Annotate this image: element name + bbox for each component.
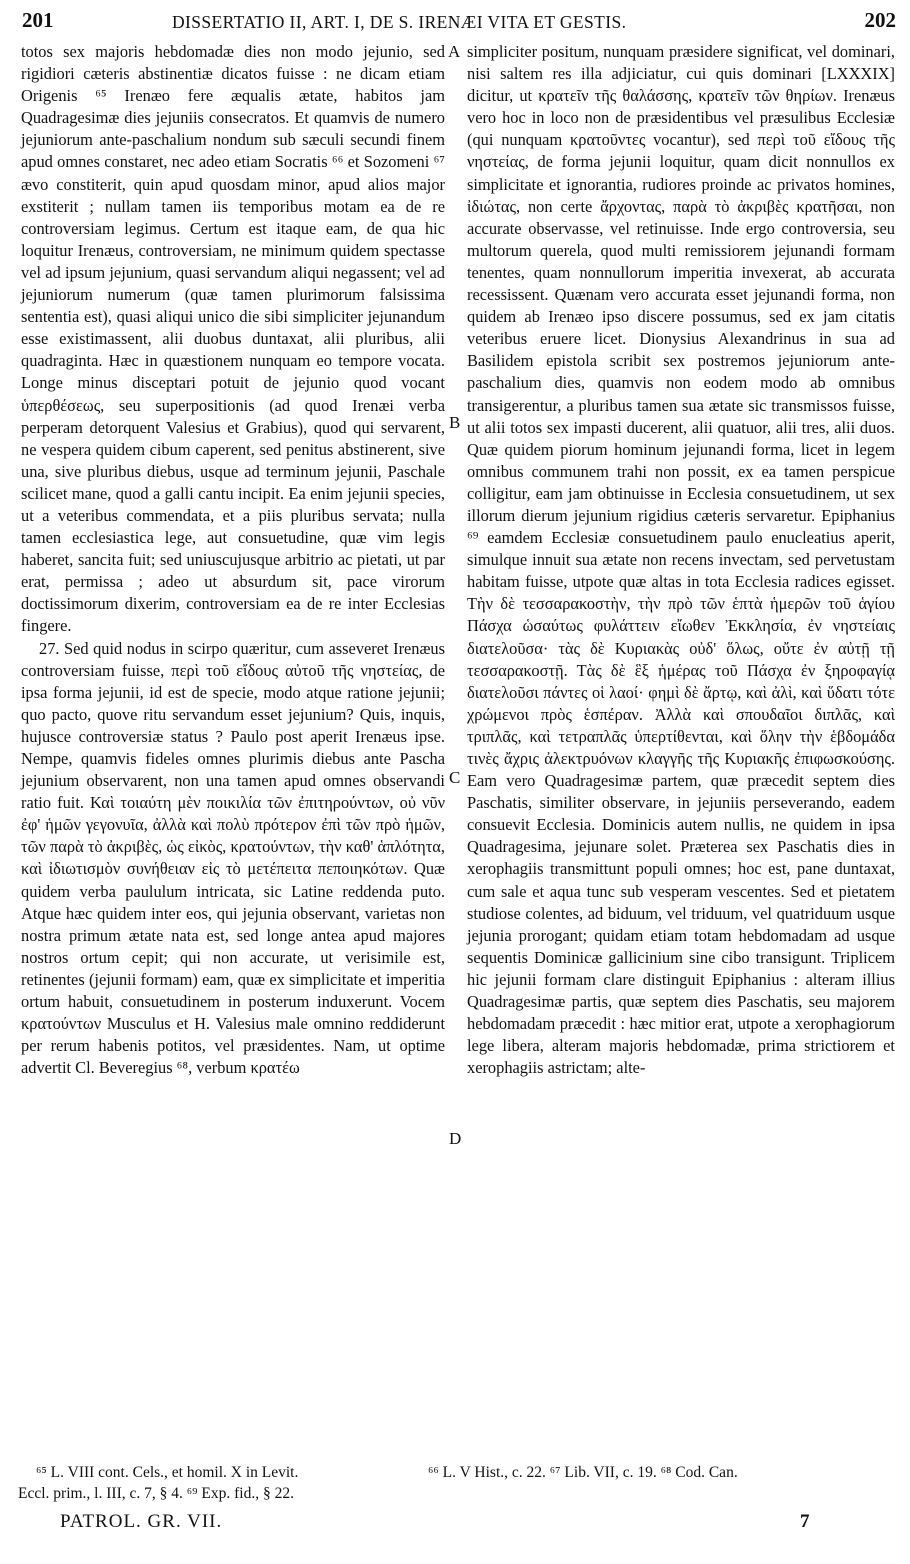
running-title: DISSERTATIO II, ART. I, DE S. IRENÆI VITA ET GESTIS. [172,12,627,32]
margin-marker-b: B [449,413,461,432]
right-column [467,41,895,1079]
left-page-number: 201 [22,8,54,32]
page-header [22,8,896,38]
margin-marker-d: D [449,1129,462,1148]
footnote-left-line-2: Eccl. prim., l. III, c. 7, § 4. ⁶⁹ Exp. fid., § 22. [18,1485,294,1502]
margin-marker-a: A [448,42,461,61]
left-paragraph-2: 27. Sed quid nodus in scirpo quæritur, cum asseveret Irenæus controversiam fuisse, περὶ τοῦ εἴδους αὐτοῦ τῆς νηστείας, de ipsa forma jejunii, id est de specie, modo atque ratione jejunii; quo pacto, quove ritu servandum esset jejunium? Quis, inquis, hujusce controversiæ status ? Paulo post aperit Irenæus ipse. Nempe, quamvis fideles omnes plurimis diebus ante Pascha jejunium observarent, non una tamen apud omnes observandi ratio fuit. Καὶ τοιαύτη μὲν ποικιλία τῶν ἐπιτηρούντων, οὐ νῦν ἐφ' ἡμῶν γεγονυῖα, ἀλλὰ καὶ πολὺ πρότερον ἐπὶ τῶν πρὸ ἡμῶν, τῶν παρὰ τὸ ἀκριβὲς, ὡς εἰκὸς, κρατούντων, τὴν καθ' ἁπλότητα, καὶ ἰδιωτισμὸν συνήθειαν εἰς τὸ μετέπειτα πεποιηκότων. Quæ quidem verba paululum intricata, sic Latine reddenda puto. Atque hæc quidem inter eos, qui jejunia observant, varietas non nostra primum ætate nata est, sed longe antea apud majores nostros ortum cepit; qui non accurate, ut verisimile est, retinentes (jejunii formam) eam, quæ ex simplicitate et imperitia ortum habuit, consuetudinem in posterum induxerunt. Vocem κρατούντων Musculus et H. Valesius male omnino reddiderunt per rerum habenis potitos, vel præsidentes. Nam, ut optime advertit Cl. Beveregius ⁶⁸, verbum κρατέω [21,638,445,1078]
right-page-number: 202 [864,8,896,32]
left-column [21,41,445,1079]
footnote-left-line-1: ⁶⁵ L. VIII cont. Cels., et homil. X in Levit. [36,1464,299,1481]
footnote-right-line-1: ⁶⁶ L. V Hist., c. 22. ⁶⁷ Lib. VII, c. 19. ⁶⁸ Cod. Can. [428,1464,738,1481]
left-paragraph-1: totos sex majoris hebdomadæ dies non modo jejunio, sed rigidiori cæteris abstinentiæ dicatos fuisse : ne dicam etiam Origenis ⁶⁵ Irenæo fere æqualis ætate, habitos jam Quadragesimæ dies jejuniis consecratos. Et quamvis de numero jejuniorum ante-paschalium nondum sub sæculi secundi finem apud omnes constaret, nec adeo etiam Socratis ⁶⁶ et Sozomeni ⁶⁷ ævo constiterit, quin apud quosdam minor, apud alios major exstiterit ; nullam tamen iis temporibus motam ea de re controversiam legimus. Certum est itaque eam, de qua hic loquitur Irenæus, controversiam, ne minimum quidem spectasse vel ad ipsum jejunium, quasi servandum aliqui negassent; vel ad jejuniorum numerum (quæ tamen plurimorum falsissima sententia est), quasi aliqui unico die sibi simpliciter jejunandum esse existimassent, alii duobus duntaxat, alii pluribus, alii quadraginta. Hæc in quæstionem nunquam eo tempore vocata. Longe minus disceptari potuit de jejunio quod vocant ὑπερθέσεως, seu superpositionis (ad quod Irenæi verba perperam detorquent Valesius et Grabius), quod qui servarent, ne vespera quidem cibum caperent, sed penitus abstinerent, sive una, sive pluribus diebus, usque ad terminum jejunii, Paschale scilicet mane, quod a galli cantu incipit. Ea enim jejunii species, ut a veteribus commendata, et a piis pluribus servata; nulla tamen ecclesiastica lege, aut consuetudine, quæ vim legis haberet, sancita fuit; sed uniuscujusque arbitrio ac pietati, ut par erat, permissa ; adeo ut absurdum sit, pace virorum doctissimorum dixerim, controversiam ea de re inter Ecclesias fingere. [21,42,445,636]
signature-mark: PATROL. GR. VII. [60,1511,223,1532]
signature-number: 7 [800,1511,810,1532]
margin-marker-c: C [449,768,461,787]
right-paragraph-1: simpliciter positum, nunquam præsidere significat, vel dominari, nisi saltem res illa adjiciatur, cui quis dominari [LXXXIX] dicitur, ut κρατεῖν τῆς θαλάσσης, κρατεῖν τῶν θηρίων. Irenæus vero hoc in loco non de præsidentibus vel præsulibus Ecclesiæ (qui nunquam κρατοῦντες vocantur), sed περὶ τοῦ εἴδους τῆς νηστείας, de forma jejunii loquitur, quam dicit nonnullos ex simplicitate et ignorantia, rudiores proinde ac privatos homines, ἰδιώτας, non certe ἄρχοντας, παρὰ τὸ ἀκριβὲς κρατῆσαι, non accurate observasse, vel retinuisse. Inde ergo controversia, seu multorum querela, quod multi remissiorem jejunandi formam tenentes, quam nonnullorum imperitia invexerat, ab accurata recessissent. Quænam vero accurata esset jejunandi forma, non quidem ab Irenæo ipso discere possumus, sed ex jam citatis veteribus eruere licet. Dionysius Alexandrinus in sua ad Basilidem epistola scribit sex postremos jejuniorum ante-paschalium dies, quamvis non eodem modo ab omnibus transigerentur, a pluribus tamen sua ætate sic transmissos fuisse, ut alii totos sex impasti ducerent, alii quatuor, alii tres, alii duos. Quæ quidem piorum hominum jejunandi forma, licet in legem omnibus communem trahi non possit, ex ea tamen perspicue colligitur, eam jam obtinuisse in Ecclesia consuetudinem, ut sex illorum dierum jejunium rigidius cæteris servaretur. Epiphanius ⁶⁹ eamdem Ecclesiæ consuetudinem paulo enucleatius aperit, simulque innuit sua ætate non recens invectam, sed pervetustam habitam fuisse, utpote quæ altas in tota Ecclesia radices egisset. Τὴν δὲ τεσσαρακοστὴν, τὴν πρὸ τῶν ἑπτὰ ἡμερῶν τοῦ ἁγίου Πάσχα ὡσαύτως φυλάττειν εἴωθεν Ἐκκλησία, ἐν νηστείαις διατελοῦσα· τὰς δὲ Κυριακὰς οὐδ' ὅλως, οὔτε ἐν αὐτῇ τῇ τεσσαρακοστῇ. Τὰς δὲ ἓξ ἡμέρας τοῦ Πάσχα ἐν ξηροφαγίᾳ διατελοῦσι πάντες οἱ λαοί· φημὶ δὲ ἄρτῳ, καὶ ἀλὶ, καὶ ὕδατι τότε χρώμενοι πρὸς ἑσπέραν. Ἀλλὰ καὶ σπουδαῖοι διπλᾶς, καὶ τριπλᾶς, καὶ τετραπλᾶς ὑπερτίθενται, καὶ ὅλην τὴν ἑβδομάδα τινὲς ἄχρις ἀλεκτρυόνων κλαγγῆς τῆς Κυριακῆς ἐπιφωσκούσης. Eam vero Quadragesimæ partem, quæ præcedit septem dies Paschatis, similiter observare, in jejuniis perseverando, eadem consuevit Ecclesia. Dominicis autem nullis, ne quidem in ipsa Quadragesima, jejunare solet. Præterea sex Paschatis dies in xerophagiis transmittunt populi omnes; hoc est, pane duntaxat, cum sale et aqua tunc sub vesperam vescentes. Sed et pietatem studiose colentes, ad biduum, vel triduum, vel quatriduum usque jejunia prorogant; quidam etiam totam hebdomadam ad usque sequentis Dominicæ gallicinium sine cibo transigunt. Triplicem hic jejunii formam clare distinguit Epiphanius : alteram illius Quadragesimæ partis, quæ septem dies Paschatis, seu majorem hebdomadam præcedit : hæc mitior erat, utpote a xerophagiorum lege libera, alteram majoris hebdomadæ, prima strictiorem et xerophagiis astrictam; alte- [467,42,895,1078]
